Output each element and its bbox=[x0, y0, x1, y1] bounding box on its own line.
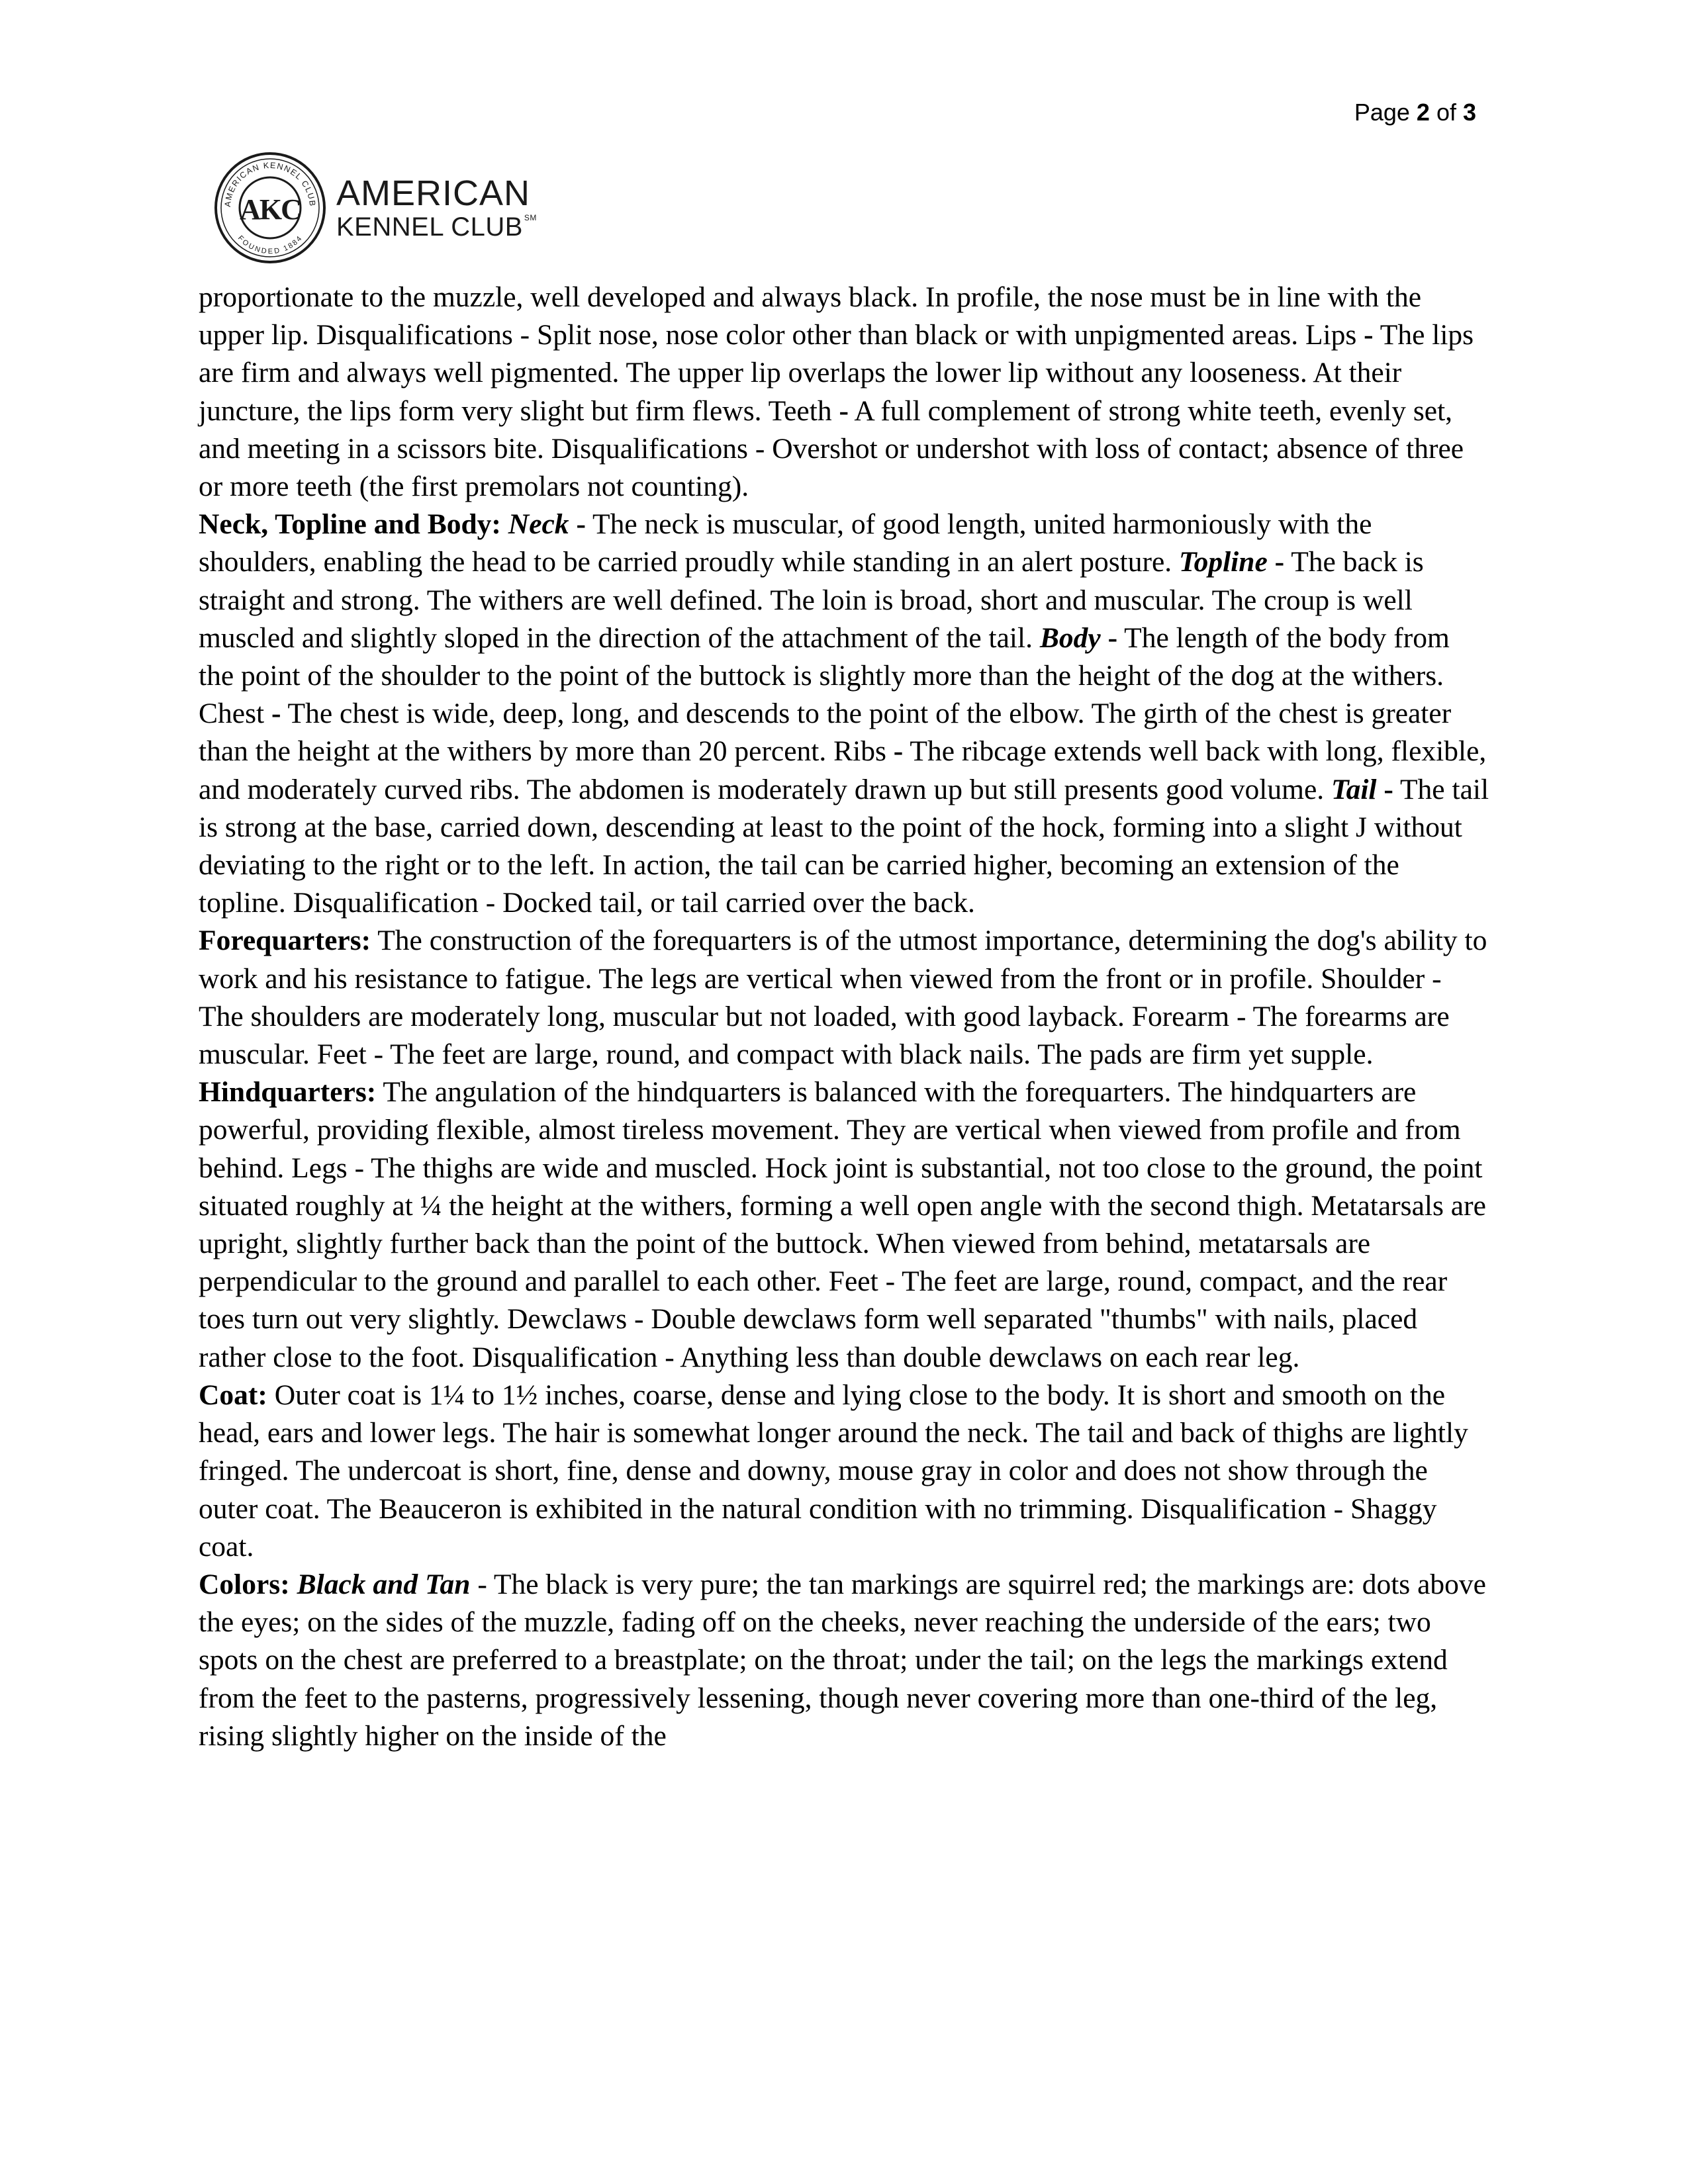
page-number-of: of bbox=[1429, 99, 1463, 126]
section-heading-text: Hindquarters: bbox=[199, 1076, 377, 1109]
section-body-text: The construction of the forequarters is of the utmost importance, determining the dog's ability to work and his resistance to fatigue. The legs are vertical when viewed from the front or in profile. Shoulder - The shoulders are moderately long, muscular but not loaded, with good layback. Forearm - The forearms are muscular. Feet - The feet are large, round, and compact with black nails. The pads are firm yet supple. bbox=[199, 925, 1487, 1071]
logo-service-mark: SM bbox=[524, 213, 537, 222]
section-body-text: The chest is wide, deep, long, and descends to the point of the elbow. The girth of the chest is greater than the height at the withers by more than 20 percent. Ribs bbox=[199, 698, 1452, 768]
section-hindquarters bbox=[199, 1073, 1489, 1377]
section-heading-text: - bbox=[839, 394, 849, 427]
section-neck-topline-body bbox=[199, 506, 1489, 922]
section-heading-text: - bbox=[271, 698, 281, 730]
seal-monogram: AKC bbox=[240, 193, 301, 226]
section-heading-text: - bbox=[1376, 773, 1393, 805]
section-body-text: The back is straight and strong. The withers are well defined. The loin is broad, short and muscular. The croup is well muscled and slightly sloped in the direction of the attachment of the tail. bbox=[199, 546, 1424, 654]
section-coat bbox=[199, 1377, 1489, 1566]
section-heading-text: - bbox=[1267, 546, 1285, 578]
seal-ring-bottom-text: FOUNDED 1884 bbox=[236, 234, 305, 256]
section-body-text: - The black is very pure; the tan markings are squirrel red; the markings are: dots above the eyes; on the sides of the muzzle, fading off on the cheeks, never reaching the underside of the ears; two spots on the chest are preferred to a breastplate; on the throat; under the tail; on the legs the markings extend from the feet to the pasterns, progressively lessening, though never covering more than one-third of the leg, rising slightly higher on the inside of the bbox=[199, 1568, 1486, 1752]
akc-seal-icon bbox=[213, 151, 327, 265]
section-body-text: A full complement of strong white teeth, evenly set, and meeting in a scissors bite. Disqualifications - Overshot or undershot with loss of contact; absence of three or more teeth (the first premolars not counting). bbox=[199, 394, 1464, 503]
page-number bbox=[1354, 98, 1476, 126]
section-forequarters bbox=[199, 922, 1489, 1073]
section-body-text: The length of the body from the point of the shoulder to the point of the buttock is slightly more than the height of the dog at the withers. Chest bbox=[199, 621, 1450, 730]
seal-ring-top-text: AMERICAN KENNEL CLUB bbox=[222, 160, 318, 208]
section-heading-text: - bbox=[893, 735, 904, 768]
section-heading-text: Tail bbox=[1331, 773, 1377, 805]
section-heading-text: Neck, Topline and Body: bbox=[199, 508, 508, 541]
section-heading-text: Neck bbox=[508, 508, 569, 541]
section-body-text: proportionate to the muzzle, well developed and always black. In profile, the nose must be in line with the upper lip. Disqualifications - Split nose, nose color other than black or with unpigmented areas. Lips bbox=[199, 281, 1422, 351]
page-number-total: 3 bbox=[1462, 99, 1476, 126]
section-body-text: Outer coat is 1¼ to 1½ inches, coarse, dense and lying close to the body. It is short and smooth on the head, ears and lower legs. The hair is somewhat longer around the neck. The tail and back of thighs are lightly fringed. The undercoat is short, fine, dense and downy, mouse gray in color and does not show through the outer coat. The Beauceron is exhibited in the natural condition with no trimming. Disqualification - Shaggy coat. bbox=[199, 1379, 1468, 1563]
section-body-text: The tail is strong at the base, carried down, descending at least to the point of the hock, forming into a slight J without deviating to the right or to the left. In action, the tail can be carried higher, becoming an extension of the topline. Disqualification - Docked tail, or tail carried over the back. bbox=[199, 773, 1489, 919]
section-heading-text: Forequarters: bbox=[199, 925, 371, 957]
logo-line-american: AMERICAN bbox=[336, 173, 531, 213]
section-heading-text: Topline bbox=[1179, 546, 1268, 578]
akc-logo bbox=[213, 151, 537, 265]
section-body-text: The lips are firm and always well pigmented. The upper lip overlaps the lower lip without any looseness. At their juncture, the lips form very slight but firm flews. Teeth bbox=[199, 319, 1474, 427]
section-heading-text: Black and Tan bbox=[297, 1568, 471, 1600]
section-body-text: The ribcage extends well back with long, flexible, and moderately curved ribs. The abdomen is moderately drawn up but still presents good volume. bbox=[199, 735, 1487, 805]
logo-line-kennel-club: KENNEL CLUB ℠ bbox=[336, 212, 537, 242]
section-body-text: The neck is muscular, of good length, united harmoniously with the shoulders, enabling the head to be carried proudly while standing in an alert posture. bbox=[199, 508, 1372, 578]
section-heading-text: - bbox=[1100, 621, 1118, 654]
section-heading-text: Body bbox=[1039, 621, 1101, 654]
section-heading-text: - bbox=[1364, 319, 1374, 351]
section-head-continuation bbox=[199, 279, 1489, 506]
breed-standard-text bbox=[199, 279, 1489, 1755]
section-body-text: The angulation of the hindquarters is balanced with the forequarters. The hindquarters are powerful, providing flexible, almost tireless movement. They are vertical when viewed from profile and from behind. Legs - The thighs are wide and muscled. Hock joint is substantial, not too close to the ground, the point situated roughly at ¼ the height at the withers, forming a well open angle with the second thigh. Metatarsals are upright, slightly further back than the point of the buttock. When viewed from behind, metatarsals are perpendicular to the ground and parallel to each other. Feet - The feet are large, round, compact, and the rear toes turn out very slightly. Dewclaws - Double dewclaws form well separated "thumbs" with nails, placed rather close to the foot. Disqualification - Anything less than double dewclaws on each rear leg. bbox=[199, 1076, 1486, 1373]
section-heading-text: Colors: bbox=[199, 1568, 297, 1600]
page-number-prefix: Page bbox=[1354, 99, 1417, 126]
section-heading-text: Coat: bbox=[199, 1379, 267, 1411]
section-colors bbox=[199, 1566, 1489, 1755]
page-number-current: 2 bbox=[1416, 99, 1430, 126]
section-heading-text: - bbox=[569, 508, 586, 541]
logo-wordmark bbox=[336, 175, 537, 240]
